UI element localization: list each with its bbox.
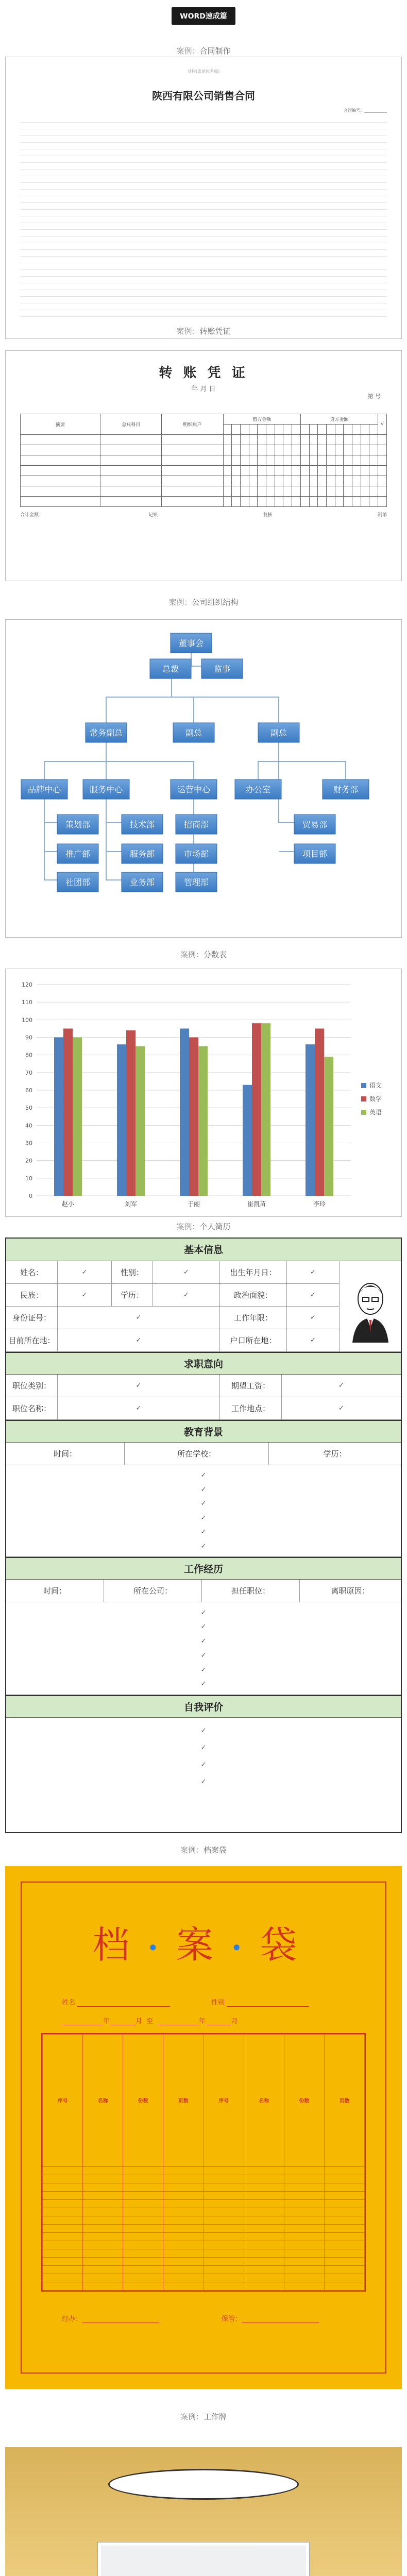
bag-table-row	[43, 2175, 365, 2183]
voucher-document	[5, 350, 402, 581]
contract-meta: 合同编号：___________	[344, 108, 387, 113]
x-tick-label: 崔凯苗	[247, 1200, 266, 1208]
badge-portrait-icon	[101, 2546, 306, 2576]
org-node-vp1	[173, 723, 214, 742]
bag-table-row	[43, 2265, 365, 2274]
resume-document: 基本信息 姓名： ✓ 性别： ✓ 出生年月日： ✓ 民族： ✓ 学历： ✓ 政治面貌： ✓ 身份证号： ✓ 工作年限： ✓ 目前所在地： ✓ 户口所在地： ✓ 求职意向 职位类别： ✓ 期望工资： ✓ 职位名称： ✓ 工作地点： ✓ 教育背景 时间： 所在学校： 学历： ✓ ✓ ✓ ✓ ✓ ✓ 工作经历 时间： 所在公司： 担任职位： 离职原因： ✓ ✓ ✓ ✓ ✓ ✓ 自我评价 ✓ ✓ ✓ ✓	[5, 1238, 402, 1833]
case-label-voucher: 案例：转账凭证	[176, 327, 231, 336]
archive-bag	[5, 1866, 402, 2389]
resume-work-entries: ✓ ✓ ✓ ✓ ✓ ✓	[6, 1602, 401, 1695]
org-node-project	[294, 844, 335, 863]
voucher-number: 第 号	[367, 393, 381, 400]
svg-text:社团部: 社团部	[65, 877, 91, 887]
legend-swatch	[361, 1096, 366, 1101]
bar-数学-于丽	[189, 1038, 198, 1196]
y-tick-label: 90	[25, 1034, 32, 1041]
bag-table-header-cell: 份数	[284, 2035, 324, 2167]
bag-table-row	[43, 2282, 365, 2290]
bar-语文-崔凯苗	[243, 1085, 252, 1196]
svg-text:项目部: 项目部	[302, 849, 328, 859]
org-chart	[5, 619, 402, 938]
x-tick-label: 于丽	[187, 1200, 200, 1208]
resume-band-work: 工作经历	[6, 1557, 401, 1580]
bar-数学-赵小	[63, 1028, 73, 1196]
bag-keeper-field: 经办：	[62, 2313, 159, 2323]
org-node-board	[171, 633, 212, 653]
svg-text:市场部: 市场部	[183, 849, 209, 859]
bag-table-row	[43, 2183, 365, 2191]
org-node-vp2	[258, 723, 299, 742]
svg-text:贸易部: 贸易部	[302, 820, 328, 829]
bag-table-row	[43, 2249, 365, 2257]
org-node-brand	[21, 779, 67, 799]
bag-table	[41, 2033, 366, 2292]
bag-table-header-cell: 页数	[163, 2035, 204, 2167]
resume-self-entries: ✓ ✓ ✓ ✓	[200, 1727, 207, 1786]
svg-text:运营中心: 运营中心	[177, 785, 211, 794]
resume-basic-block: 姓名： ✓ 性别： ✓ 出生年月日： ✓ 民族： ✓ 学历： ✓ 政治面貌： ✓ 身份证号： ✓ 工作年限： ✓ 目前所在地： ✓ 户口所在地： ✓	[6, 1261, 401, 1352]
case-label-org: 案例：公司组织结构	[168, 598, 239, 607]
resume-photo	[339, 1261, 401, 1352]
y-tick-label: 40	[25, 1122, 32, 1129]
case-label-contract: 案例：合同制作	[176, 46, 231, 56]
case-label-chart: 案例：分数表	[180, 950, 227, 959]
bag-table-header-cell: 序号	[204, 2035, 244, 2167]
y-tick-label: 30	[25, 1140, 32, 1147]
score-chart	[5, 969, 402, 1217]
svg-text:招商部: 招商部	[183, 820, 209, 829]
bag-table-row	[43, 2191, 365, 2199]
legend-label: 英语	[369, 1109, 382, 1116]
svg-text:董事会: 董事会	[178, 638, 204, 648]
contract-title: 陕西有限公司销售合同	[152, 90, 255, 102]
org-node-service	[83, 779, 129, 799]
org-node-market	[176, 844, 217, 863]
bar-英语-崔凯苗	[261, 1023, 270, 1196]
y-tick-label: 70	[25, 1069, 32, 1076]
bar-语文-李玲	[306, 1044, 315, 1196]
svg-text:策划部: 策划部	[65, 820, 91, 829]
header	[0, 0, 407, 36]
resume-band-basic: 基本信息	[6, 1239, 401, 1261]
voucher-table: 摘要 总账科目 明细账户 借方金额 贷方金额 √	[20, 414, 387, 507]
bag-table-row	[43, 2241, 365, 2249]
svg-text:办公室: 办公室	[245, 785, 271, 794]
svg-text:监事: 监事	[213, 664, 231, 674]
org-node-mgmt	[176, 872, 217, 892]
resume-edu-entries: ✓ ✓ ✓ ✓ ✓ ✓	[6, 1465, 401, 1557]
case-label-badge: 案例：工作牌	[180, 2412, 227, 2421]
org-node-planning	[57, 815, 98, 834]
voucher-title: 转 账 凭 证	[159, 365, 248, 381]
svg-text:副总: 副总	[270, 728, 287, 738]
bag-table-row	[43, 2274, 365, 2282]
y-tick-label: 0	[29, 1193, 32, 1199]
bag-name-field: 姓名	[62, 1997, 170, 2007]
org-node-tech	[122, 815, 163, 834]
bag-table-header-cell: 名称	[83, 2035, 123, 2167]
svg-text:副总: 副总	[185, 728, 202, 738]
org-node-trade	[294, 815, 335, 834]
bag-table-row	[43, 2232, 365, 2241]
y-tick-label: 50	[25, 1105, 32, 1112]
bar-英语-刘军	[135, 1046, 145, 1196]
org-node-svc	[122, 844, 163, 863]
x-tick-label: 李玲	[313, 1200, 326, 1208]
bag-table-header-cell: 名称	[244, 2035, 284, 2167]
bag-table-header-cell: 页数	[324, 2035, 364, 2167]
contract-body	[20, 118, 387, 317]
bag-date-field: 年 月 至 年 月	[62, 2015, 238, 2025]
org-node-biz	[122, 872, 163, 892]
voucher-date: 年 月 日	[191, 385, 216, 393]
bag-table-header	[43, 2035, 365, 2167]
x-tick-label: 赵小	[61, 1200, 75, 1208]
resume-band-edu: 教育背景	[6, 1420, 401, 1443]
bag-table-header-cell: 份数	[123, 2035, 163, 2167]
archive-bag-title: 档•案•袋	[92, 1923, 315, 1967]
org-node-gm	[150, 659, 191, 679]
svg-text:管理部: 管理部	[183, 877, 209, 887]
case-label-resume: 案例：个人简历	[176, 1222, 231, 1231]
bar-英语-赵小	[73, 1038, 82, 1196]
y-tick-label: 10	[25, 1175, 32, 1182]
bag-table-row	[43, 2224, 365, 2232]
bar-数学-李玲	[315, 1028, 324, 1196]
resume-band-self: 自我评价	[6, 1695, 401, 1718]
svg-text:常务副总: 常务副总	[89, 728, 123, 738]
y-tick-label: 100	[22, 1016, 32, 1024]
bar-语文-刘军	[117, 1044, 126, 1196]
score-chart-svg	[6, 969, 402, 1217]
bar-数学-刘军	[126, 1030, 135, 1196]
org-node-community	[57, 872, 98, 892]
org-node-office	[235, 779, 281, 799]
bag-table-row	[43, 2216, 365, 2224]
org-node-exec	[86, 723, 127, 742]
svg-text:总裁: 总裁	[162, 664, 179, 674]
bar-语文-赵小	[54, 1038, 63, 1196]
legend-label: 数学	[369, 1095, 382, 1103]
bag-table-row	[43, 2199, 365, 2208]
y-tick-label: 80	[25, 1052, 32, 1059]
bag-table-row	[43, 2257, 365, 2265]
badge-lanyard-slot	[108, 2469, 299, 2500]
org-node-supervisor	[201, 659, 243, 679]
voucher-footer: 合计金额： 记账 复核 制单	[20, 513, 387, 518]
org-node-ops	[171, 779, 217, 799]
org-chart-svg	[6, 620, 402, 938]
y-tick-label: 110	[22, 999, 32, 1006]
y-tick-label: 120	[22, 981, 32, 988]
work-badge	[5, 2447, 402, 2576]
case-label-bag: 案例：档案袋	[180, 1845, 227, 1855]
resume-avatar-icon	[347, 1270, 394, 1343]
y-tick-label: 20	[25, 1157, 32, 1164]
badge-photo	[98, 2543, 309, 2576]
svg-text:服务部: 服务部	[129, 849, 155, 859]
page-title: WORD速成篇	[172, 7, 235, 25]
svg-text:业务部: 业务部	[129, 877, 155, 887]
x-tick-label: 刘军	[124, 1200, 138, 1208]
legend-swatch	[361, 1083, 366, 1088]
bag-table-header-cell: 序号	[43, 2035, 83, 2167]
contract-document	[5, 57, 402, 339]
svg-text:推广部: 推广部	[65, 849, 91, 859]
bar-英语-李玲	[324, 1057, 333, 1196]
bag-table-row	[43, 2208, 365, 2216]
org-node-recruit	[176, 815, 217, 834]
svg-text:品牌中心: 品牌中心	[27, 785, 61, 794]
bar-语文-于丽	[180, 1028, 189, 1196]
bar-英语-于丽	[198, 1046, 208, 1196]
bag-gender-field: 性别	[211, 1997, 309, 2007]
bag-table-row	[43, 2166, 365, 2175]
svg-text:服务中心: 服务中心	[89, 785, 123, 794]
bag-store-field: 保管：	[222, 2313, 319, 2323]
legend-swatch	[361, 1110, 366, 1115]
org-node-finance	[323, 779, 369, 799]
svg-text:技术部: 技术部	[129, 820, 155, 829]
org-node-promo	[57, 844, 98, 863]
contract-topline: 甘特(或单位名称)	[187, 69, 220, 74]
svg-text:财务部: 财务部	[333, 785, 359, 794]
y-tick-label: 60	[25, 1087, 32, 1094]
resume-band-job: 求职意向	[6, 1352, 401, 1375]
bar-数学-崔凯苗	[252, 1023, 261, 1196]
legend-label: 语文	[369, 1082, 382, 1089]
